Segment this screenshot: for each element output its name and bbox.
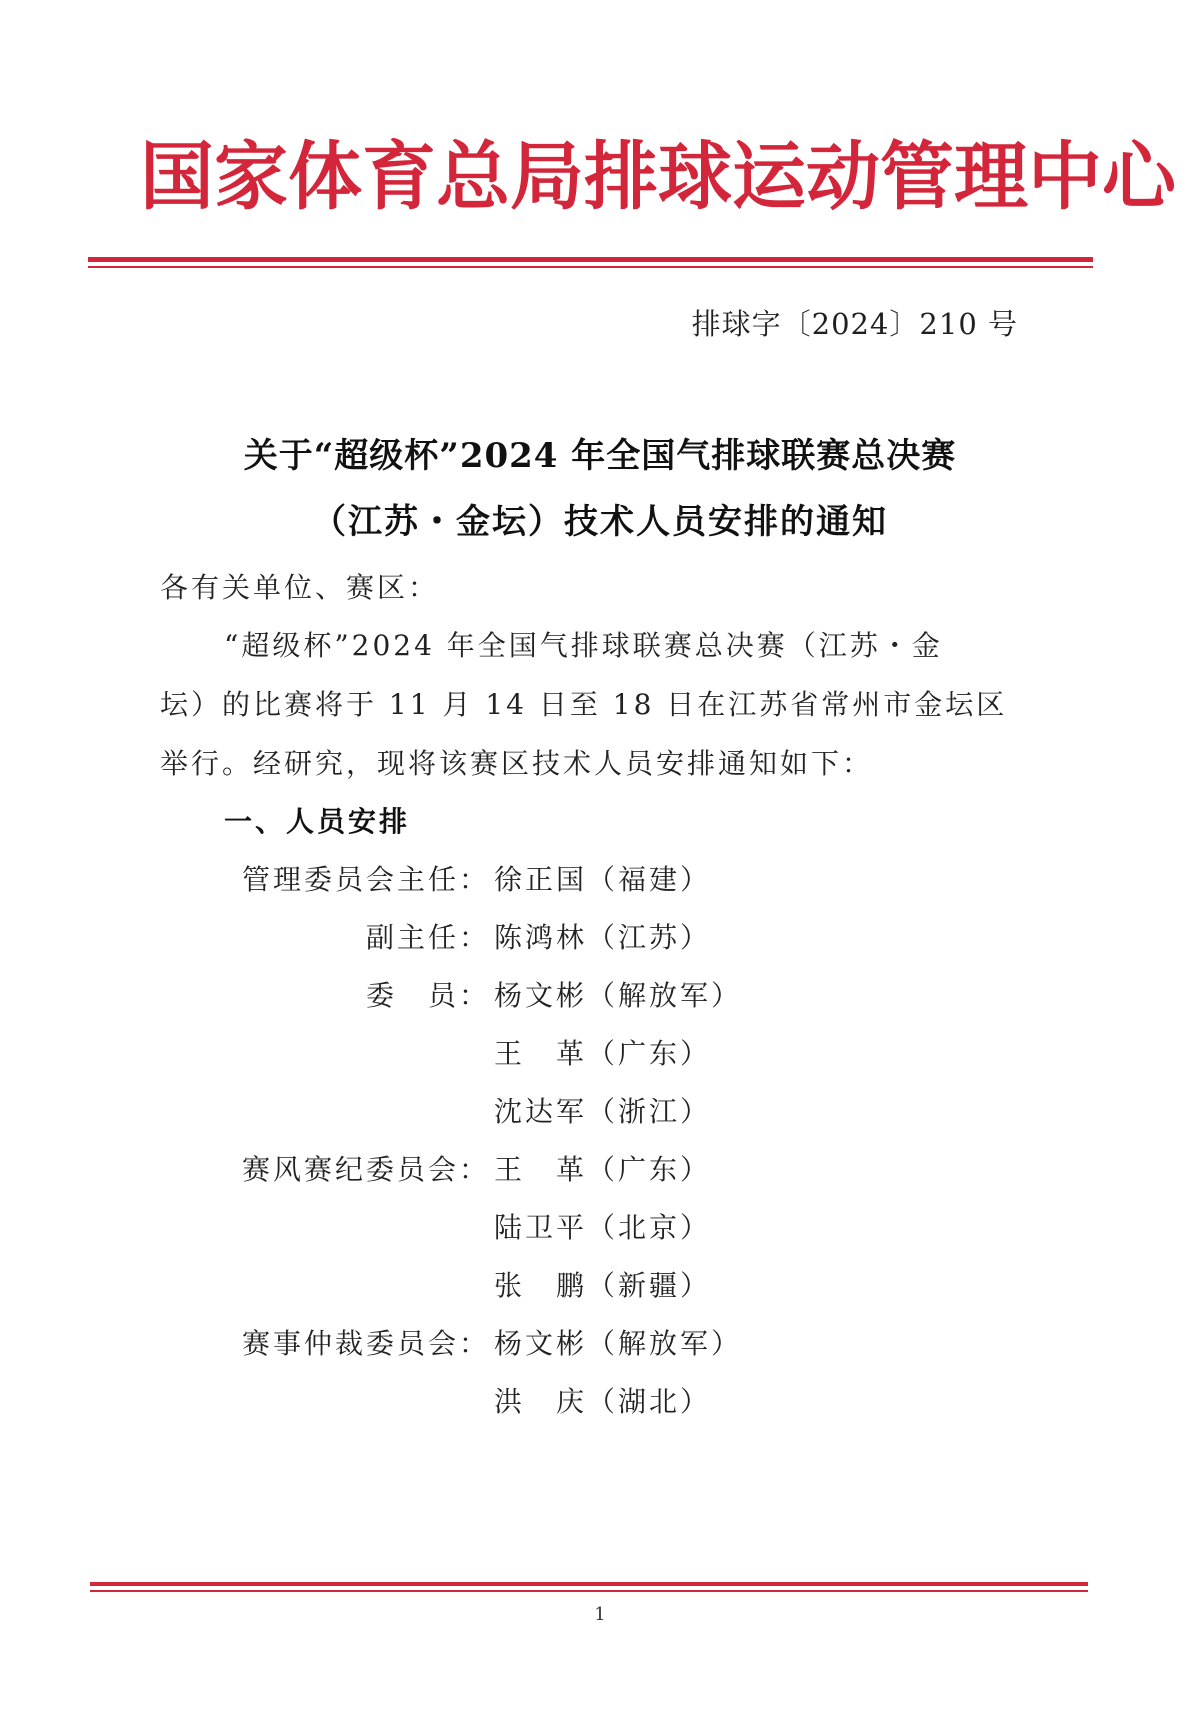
role-member: 委 员： [365,979,490,1012]
person-arbitration-1: 杨文彬（解放军） [494,1327,743,1360]
person-mgmt-director: 徐正国（福建） [494,863,712,896]
paragraph-line-2: 坛）的比赛将于 11 月 14 日至 18 日在江苏省常州市金坛区 [160,688,1008,721]
footer-thick-rule [90,1582,1088,1586]
header-thin-rule [88,266,1093,268]
person-arbitration-2: 洪 庆（湖北） [494,1385,712,1418]
role-mgmt-director: 管理委员会主任： [241,863,490,896]
footer-thin-rule [90,1590,1088,1592]
paragraph-line-3: 举行。经研究，现将该赛区技术人员安排通知如下： [160,747,874,780]
document-title-line-1: 关于“超级杯”2024 年全国气排球联赛总决赛 [243,436,957,476]
page-number: 1 [594,1604,606,1625]
person-member-3: 沈达军（浙江） [494,1095,712,1128]
person-member-2: 王 革（广东） [494,1037,712,1070]
role-arbitration-committee: 赛事仲裁委员会： [241,1327,490,1360]
role-discipline-committee: 赛风赛纪委员会： [241,1153,490,1186]
person-member-1: 杨文彬（解放军） [494,979,743,1012]
person-vice-director: 陈鸿林（江苏） [494,921,712,954]
salutation: 各有关单位、赛区： [160,571,440,604]
role-vice-director: 副主任： [365,921,490,954]
paragraph-line-1: “超级杯”2024 年全国气排球联赛总决赛（江苏・金 [224,629,943,662]
org-header-title: 国家体育总局排球运动管理中心 [140,134,1176,220]
document-title-line-2: （江苏・金坛）技术人员安排的通知 [312,502,888,542]
person-discipline-1: 王 革（广东） [494,1153,712,1186]
document-number: 排球字〔2024〕210 号 [691,307,1018,341]
person-discipline-3: 张 鹏（新疆） [494,1269,712,1302]
person-discipline-2: 陆卫平（北京） [494,1211,712,1244]
section-heading-staff: 一、人员安排 [224,805,411,838]
header-thick-rule [88,257,1093,262]
